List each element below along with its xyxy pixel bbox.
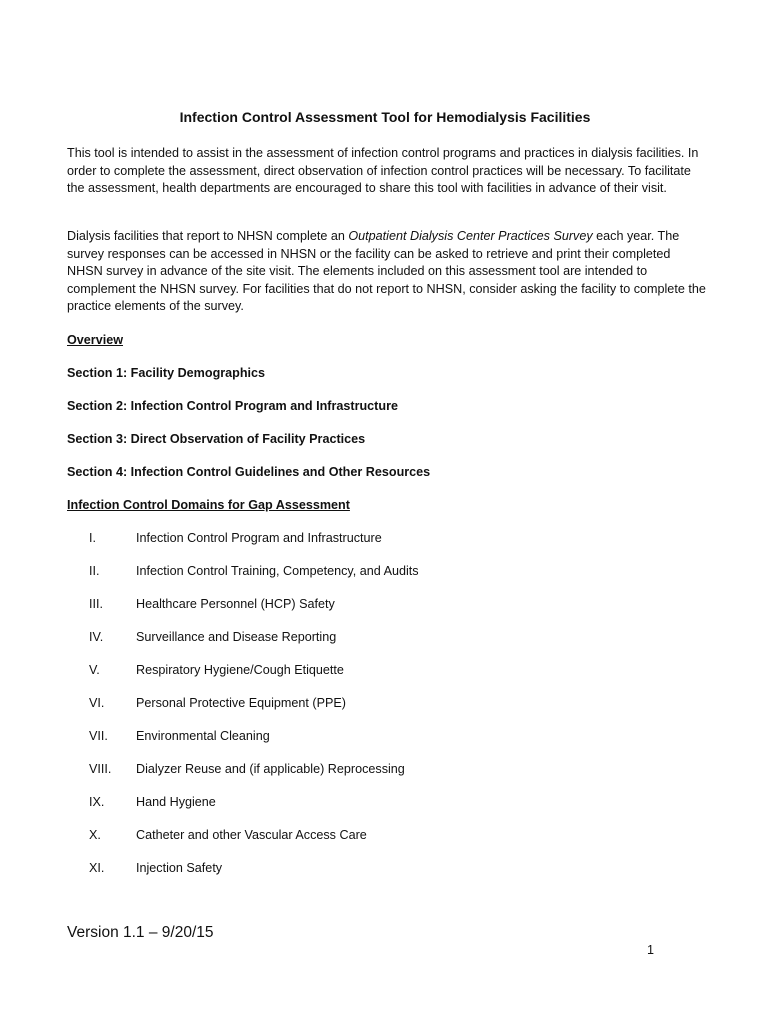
domain-numeral: VIII. [89, 762, 112, 776]
domain-label: Environmental Cleaning [136, 729, 270, 743]
domain-numeral: III. [89, 597, 103, 611]
nhsn-text-before: Dialysis facilities that report to NHSN complete an [67, 229, 349, 243]
domain-label: Infection Control Program and Infrastructure [136, 531, 382, 545]
document-title: Infection Control Assessment Tool for Hemodialysis Facilities [179, 109, 591, 125]
domain-numeral: IX. [89, 795, 105, 809]
intro-paragraph: This tool is intended to assist in the assessment of infection control programs and practices in dialysis facilities. In order to complete the assessment, direct observation of infection control practices will be necessary. To facilitate the assessment, health departments are encouraged to share this tool with facilities in advance of their visit. [67, 146, 699, 195]
domain-numeral: XI. [89, 861, 105, 875]
domain-label: Infection Control Training, Competency, and Audits [136, 564, 419, 578]
domain-label: Healthcare Personnel (HCP) Safety [136, 597, 335, 611]
overview-heading: Overview [67, 333, 124, 347]
domain-label: Surveillance and Disease Reporting [136, 630, 337, 644]
nhsn-paragraph [67, 228, 707, 316]
section-heading: Section 3: Direct Observation of Facility Practices [67, 432, 366, 446]
domain-numeral: IV. [89, 630, 104, 644]
nhsn-text-after: each year. The survey responses can be accessed in NHSN or the facility can be asked to retrieve and print their completed NHSN survey in advance of the site visit. The elements included on this assessment tool are intended to complement the NHSN survey. For facilities that do not report to NHSN, consider asking the facility to complete the practice elements of the survey. [67, 229, 706, 313]
domain-label: Hand Hygiene [136, 795, 216, 809]
section-heading: Section 1: Facility Demographics [67, 366, 266, 380]
domain-label: Catheter and other Vascular Access Care [136, 828, 367, 842]
domain-label: Dialyzer Reuse and (if applicable) Reprocessing [136, 762, 405, 776]
page-number: 1 [647, 943, 655, 957]
domain-numeral: I. [89, 531, 96, 545]
section-heading: Section 2: Infection Control Program and Infrastructure [67, 399, 398, 413]
domains-heading: Infection Control Domains for Gap Assessment [67, 498, 350, 512]
domain-label: Personal Protective Equipment (PPE) [136, 696, 346, 710]
version-footer: Version 1.1 – 9/20/15 [67, 924, 214, 941]
domain-numeral: X. [89, 828, 101, 842]
section-heading: Section 4: Infection Control Guidelines and Other Resources [67, 465, 431, 479]
domain-label: Injection Safety [136, 861, 223, 875]
survey-name: Outpatient Dialysis Center Practices Survey [348, 229, 593, 243]
domain-numeral: II. [89, 564, 100, 578]
domain-numeral: VI. [89, 696, 105, 710]
domain-label: Respiratory Hygiene/Cough Etiquette [136, 663, 344, 677]
domain-numeral: V. [89, 663, 100, 677]
domain-numeral: VII. [89, 729, 108, 743]
